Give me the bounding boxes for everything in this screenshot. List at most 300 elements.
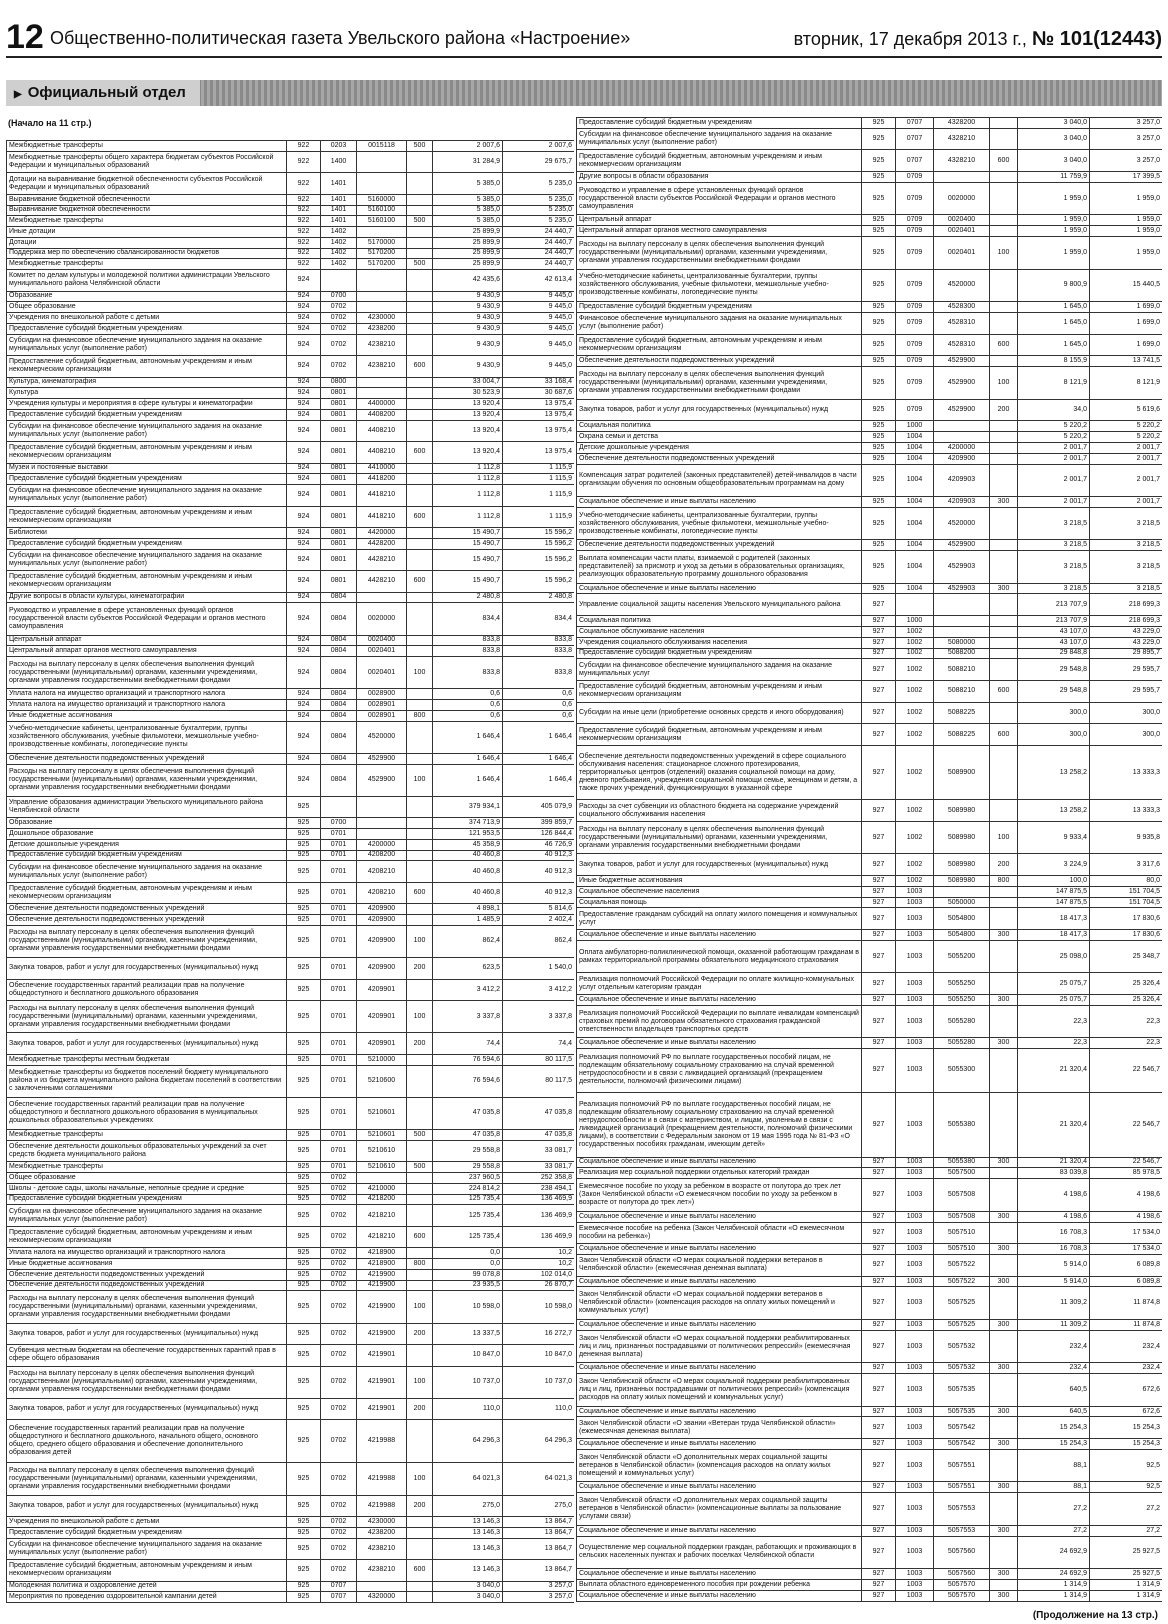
- section-code: 0701: [321, 958, 357, 980]
- amount-year-1: 16 708,3: [1018, 1222, 1090, 1244]
- target-article-code: 5088225: [934, 702, 990, 724]
- target-article-code: 5170200: [357, 259, 407, 270]
- row-name: Социальное обеспечение и иные выплаты населению: [577, 995, 862, 1006]
- continued-on-note: (Продолжение на 13 стр.): [1032, 1610, 1158, 1621]
- expense-type-code: [990, 464, 1018, 496]
- ministry-code: 925: [862, 150, 896, 172]
- amount-year-2: 6 089,8: [1090, 1276, 1163, 1287]
- amount-year-1: 5 385,0: [433, 194, 503, 205]
- ministry-code: 925: [287, 1517, 321, 1528]
- section-code: 1003: [896, 1439, 934, 1450]
- amount-year-2: 3 257,0: [503, 1581, 575, 1592]
- row-name: Уплата налога на имущество организаций и транспортного налога: [7, 1248, 287, 1259]
- expense-type-code: [990, 1536, 1018, 1568]
- amount-year-1: 1 314,9: [1018, 1590, 1090, 1601]
- target-article-code: 4529900: [934, 540, 990, 551]
- target-article-code: 4529900: [357, 753, 407, 764]
- expense-type-code: 100: [407, 1291, 433, 1323]
- table-row: [7, 657, 575, 689]
- table-row: [7, 1054, 575, 1065]
- expense-type-code: 200: [407, 1323, 433, 1345]
- amount-year-2: 5 235,0: [503, 216, 575, 227]
- row-name: Предоставление субсидий бюджетным, автономным учреждениям и иным некоммерческим организациям: [7, 1226, 287, 1248]
- amount-year-2: 15 440,5: [1090, 269, 1163, 301]
- section-code: [321, 796, 357, 818]
- amount-year-1: 88,1: [1018, 1482, 1090, 1493]
- ministry-code: 925: [287, 915, 321, 926]
- table-row: [7, 646, 575, 657]
- table-row: [577, 930, 1163, 941]
- amount-year-1: 88,1: [1018, 1449, 1090, 1481]
- section-code: 0709: [896, 172, 934, 183]
- expense-type-code: 600: [407, 1226, 433, 1248]
- target-article-code: 5089980: [934, 800, 990, 822]
- ministry-code: 927: [862, 1493, 896, 1525]
- amount-year-1: 13 337,5: [433, 1323, 503, 1345]
- amount-year-2: 8 121,9: [1090, 367, 1163, 399]
- expense-type-code: [407, 1592, 433, 1603]
- ministry-code: 925: [287, 1183, 321, 1194]
- table-row: [577, 1439, 1163, 1450]
- row-name: Уплата налога на имущество организаций и транспортного налога: [7, 689, 287, 700]
- amount-year-1: 833,8: [433, 657, 503, 689]
- ministry-code: 925: [862, 128, 896, 150]
- amount-year-1: 3 040,0: [433, 1592, 503, 1603]
- amount-year-2: 9 445,0: [503, 291, 575, 302]
- table-row: [577, 800, 1163, 822]
- expense-type-code: [407, 646, 433, 657]
- amount-year-2: 80,0: [1090, 875, 1163, 886]
- section-code: 1004: [896, 540, 934, 551]
- row-name: Иные дотации: [7, 227, 287, 238]
- expense-type-code: [407, 1420, 433, 1463]
- target-article-code: 5057542: [934, 1417, 990, 1439]
- amount-year-1: 2 001,7: [1018, 496, 1090, 507]
- expense-type-code: [990, 746, 1018, 800]
- amount-year-2: 5 814,6: [503, 904, 575, 915]
- row-name: Закупка товаров, работ и услуг для государственных (муниципальных) нужд: [577, 854, 862, 876]
- table-row: [7, 291, 575, 302]
- table-row: [577, 897, 1163, 908]
- amount-year-2: 1 646,4: [503, 753, 575, 764]
- section-code: 1002: [896, 746, 934, 800]
- amount-year-1: 74,4: [433, 1033, 503, 1055]
- expense-type-code: [407, 818, 433, 829]
- target-article-code: 4408210: [357, 420, 407, 442]
- section-code: 1002: [896, 637, 934, 648]
- ministry-code: 925: [287, 925, 321, 957]
- expense-type-code: [407, 796, 433, 818]
- expense-type-code: [407, 1280, 433, 1291]
- amount-year-2: 13 333,3: [1090, 800, 1163, 822]
- amount-year-1: 25 899,9: [433, 227, 503, 238]
- amount-year-1: 5 220,2: [1018, 432, 1090, 443]
- row-name: Субсидии на финансовое обеспечение муниципального задания на оказание муниципальных услуг (выполнение работ): [7, 549, 287, 571]
- amount-year-2: 26 870,7: [503, 1280, 575, 1291]
- amount-year-1: 232,4: [1018, 1330, 1090, 1362]
- row-name: Выплата компенсации части платы, взимаемой с родителей (законных представителей) за присмотр и уход за детьми в образовательных организациях, реализующих образовательную программу дошкольного образования: [577, 551, 862, 583]
- amount-year-1: 13 146,3: [433, 1538, 503, 1560]
- table-row: [7, 1420, 575, 1463]
- target-article-code: 4528300: [934, 302, 990, 313]
- amount-year-1: 25 075,7: [1018, 995, 1090, 1006]
- target-article-code: 5057510: [934, 1244, 990, 1255]
- expense-type-code: 600: [407, 1560, 433, 1582]
- row-name: Социальное обеспечение и иные выплаты населению: [577, 1211, 862, 1222]
- amount-year-2: 2 001,7: [1090, 442, 1163, 453]
- expense-type-code: 500: [407, 1162, 433, 1173]
- row-name: Социальная помощь: [577, 897, 862, 908]
- table-row: [577, 421, 1163, 432]
- section-code: 1003: [896, 1449, 934, 1481]
- amount-year-1: 5 385,0: [433, 205, 503, 216]
- ministry-code: 927: [862, 1287, 896, 1319]
- amount-year-2: 27,2: [1090, 1493, 1163, 1525]
- section-code: 0701: [321, 1065, 357, 1097]
- amount-year-2: 24 440,7: [503, 248, 575, 259]
- ministry-code: 927: [862, 995, 896, 1006]
- expense-type-code: [990, 1255, 1018, 1277]
- amount-year-2: 43 229,0: [1090, 626, 1163, 637]
- amount-year-2: 405 079,9: [503, 796, 575, 818]
- section-code: 0701: [321, 1097, 357, 1129]
- amount-year-2: 136 469,9: [503, 1226, 575, 1248]
- amount-year-1: 5 220,2: [1018, 421, 1090, 432]
- target-article-code: 4209900: [934, 453, 990, 464]
- ministry-code: 927: [862, 940, 896, 972]
- row-name: Межбюджетные трансферты: [7, 259, 287, 270]
- ministry-code: 925: [862, 464, 896, 496]
- row-name: Уплата налога на имущество организаций и транспортного налога: [7, 700, 287, 711]
- ministry-code: 927: [862, 1569, 896, 1580]
- amount-year-2: 22,3: [1090, 1038, 1163, 1049]
- row-name: Обеспечение государственных гарантий реализации прав на получение общедоступного и бесплатного дошкольного, начального общего, основного общего, среднего общего образования и обеспечение дополнительного образования детей: [7, 1420, 287, 1463]
- table-row: [7, 313, 575, 324]
- ministry-code: 927: [862, 875, 896, 886]
- amount-year-2: 15 254,3: [1090, 1439, 1163, 1450]
- expense-type-code: 800: [407, 1259, 433, 1270]
- table-row: [7, 721, 575, 753]
- table-row: [577, 908, 1163, 930]
- target-article-code: 4219900: [357, 1280, 407, 1291]
- ministry-code: 927: [862, 1330, 896, 1362]
- row-name: Расходы на выплату персоналу в целях обеспечения выполнения функций государственными (муниципальными) органами, казенными учреждениями, органами управления государственными внебюджетными фондами: [577, 237, 862, 269]
- amount-year-1: 121 953,5: [433, 829, 503, 840]
- table-row: [7, 323, 575, 334]
- section-code: 1003: [896, 1287, 934, 1319]
- amount-year-1: 8 121,9: [1018, 367, 1090, 399]
- expense-type-code: [990, 1579, 1018, 1590]
- amount-year-2: 13 741,5: [1090, 356, 1163, 367]
- amount-year-2: 13 864,7: [503, 1538, 575, 1560]
- section-code: 0702: [321, 313, 357, 324]
- amount-year-2: 3 218,5: [1090, 551, 1163, 583]
- expense-type-code: 300: [990, 1363, 1018, 1374]
- amount-year-1: 3 040,0: [1018, 150, 1090, 172]
- target-article-code: 4418200: [357, 474, 407, 485]
- row-name: Центральный аппарат: [7, 635, 287, 646]
- amount-year-1: 2 001,7: [1018, 464, 1090, 496]
- section-code: 1401: [321, 205, 357, 216]
- section-code: 1003: [896, 973, 934, 995]
- table-row: [7, 388, 575, 399]
- amount-year-2: 9 445,0: [503, 323, 575, 334]
- ministry-code: 924: [287, 356, 321, 378]
- amount-year-2: 2 001,7: [1090, 496, 1163, 507]
- amount-year-2: 24 440,7: [503, 259, 575, 270]
- table-row: [7, 1183, 575, 1194]
- expense-type-code: [990, 269, 1018, 301]
- target-article-code: 4529900: [934, 367, 990, 399]
- expense-type-code: [990, 215, 1018, 226]
- ministry-code: 924: [287, 291, 321, 302]
- amount-year-1: 13 920,4: [433, 420, 503, 442]
- row-name: Культура: [7, 388, 287, 399]
- section-code: 1002: [896, 724, 934, 746]
- row-name: Социальное обеспечение и иные выплаты населению: [577, 1244, 862, 1255]
- expense-type-code: [990, 507, 1018, 539]
- amount-year-2: 2 480,8: [503, 592, 575, 603]
- table-row: [577, 432, 1163, 443]
- table-row: [7, 592, 575, 603]
- expense-type-code: [407, 291, 433, 302]
- target-article-code: 0028901: [357, 710, 407, 721]
- target-article-code: [357, 291, 407, 302]
- section-code: 0709: [896, 182, 934, 214]
- expense-type-code: [407, 194, 433, 205]
- table-row: [577, 496, 1163, 507]
- section-code: 0804: [321, 689, 357, 700]
- expense-type-code: [990, 356, 1018, 367]
- expense-type-code: 200: [407, 1495, 433, 1517]
- amount-year-1: 11 309,2: [1018, 1319, 1090, 1330]
- ministry-code: 922: [287, 173, 321, 195]
- expense-type-code: [990, 908, 1018, 930]
- row-name: Закон Челябинской области «О мерах социальной поддержки реабилитированных лиц и лиц, признанных пострадавшими от политических репрессий» (ежемесячная денежная выплата): [577, 1330, 862, 1362]
- target-article-code: 4418210: [357, 506, 407, 528]
- target-article-code: [357, 302, 407, 313]
- row-name: Закон Челябинской области «О звании «Ветеран труда Челябинской области» (ежемесячная денежная выплата): [577, 1417, 862, 1439]
- row-name: Иные бюджетные ассигнования: [7, 710, 287, 721]
- target-article-code: 4520000: [934, 269, 990, 301]
- table-row: [7, 1205, 575, 1227]
- section-code: 0804: [321, 753, 357, 764]
- row-name: Социальное обеспечение и иные выплаты населению: [577, 1319, 862, 1330]
- table-row: [7, 1001, 575, 1033]
- section-code: 1002: [896, 648, 934, 659]
- amount-year-1: 21 320,4: [1018, 1092, 1090, 1157]
- ministry-code: 927: [862, 800, 896, 822]
- row-name: Учебно-методические кабинеты, централизованные бухгалтерии, группы хозяйственного обслуживания, учебные фильмотеки, межшкольные учебно-производственные комбинаты, логопедические пункты: [577, 269, 862, 301]
- amount-year-1: 3 412,2: [433, 979, 503, 1001]
- expense-type-code: 500: [407, 141, 433, 152]
- amount-year-1: 125 735,4: [433, 1194, 503, 1205]
- row-name: Оплата амбулаторно-поликлинической помощи, оказанной работающим гражданам в рамках территориальной программы обязательного медицинского страхования: [577, 940, 862, 972]
- amount-year-2: 47 035,8: [503, 1097, 575, 1129]
- table-row: [577, 1417, 1163, 1439]
- expense-type-code: 100: [407, 1001, 433, 1033]
- ministry-code: 927: [862, 1406, 896, 1417]
- section-code: 0801: [321, 420, 357, 442]
- expense-type-code: [407, 1065, 433, 1097]
- table-row: [577, 312, 1163, 334]
- expense-type-code: [407, 485, 433, 507]
- amount-year-1: 3 040,0: [1018, 118, 1090, 129]
- target-article-code: 5055300: [934, 1049, 990, 1092]
- amount-year-2: 5 235,0: [503, 173, 575, 195]
- amount-year-2: 22 546,7: [1090, 1049, 1163, 1092]
- amount-year-1: 833,8: [433, 646, 503, 657]
- amount-year-2: 80 117,5: [503, 1054, 575, 1065]
- expense-type-code: [407, 635, 433, 646]
- ministry-code: 927: [862, 1244, 896, 1255]
- table-row: [7, 216, 575, 227]
- table-row: [7, 689, 575, 700]
- ministry-code: 925: [287, 839, 321, 850]
- section-code: 1004: [896, 453, 934, 464]
- row-name: Обеспечение деятельности подведомственных учреждений: [577, 540, 862, 551]
- amount-year-2: 11 874,8: [1090, 1287, 1163, 1319]
- table-row: [577, 583, 1163, 594]
- amount-year-1: 29 558,8: [433, 1140, 503, 1162]
- target-article-code: 4328200: [934, 118, 990, 129]
- section-code: 0804: [321, 710, 357, 721]
- row-name: Субсидии на финансовое обеспечение муниципального задания на оказание муниципальных услуг (выполнение работ): [7, 1205, 287, 1227]
- table-row: [577, 226, 1163, 237]
- expense-type-code: [990, 432, 1018, 443]
- amount-year-2: 22 546,7: [1090, 1092, 1163, 1157]
- amount-year-1: 22,3: [1018, 1038, 1090, 1049]
- section-code: 0804: [321, 646, 357, 657]
- row-name: Субсидии на финансовое обеспечение муниципального задания на оказание муниципальных услуг (выполнение работ): [7, 1538, 287, 1560]
- ministry-code: 925: [862, 540, 896, 551]
- ministry-code: 927: [862, 648, 896, 659]
- section-code: 1004: [896, 442, 934, 453]
- amount-year-2: 25 326,4: [1090, 973, 1163, 995]
- row-name: Социальное обеспечение населения: [577, 886, 862, 897]
- section-code: 1402: [321, 248, 357, 259]
- table-row: [577, 940, 1163, 972]
- target-article-code: 5055250: [934, 995, 990, 1006]
- ministry-code: 925: [287, 1194, 321, 1205]
- expense-type-code: [407, 474, 433, 485]
- row-name: Социальное обеспечение и иные выплаты населению: [577, 1482, 862, 1493]
- section-code: 0709: [896, 399, 934, 421]
- amount-year-1: 640,5: [1018, 1374, 1090, 1406]
- row-name: Образование: [7, 818, 287, 829]
- expense-type-code: [407, 388, 433, 399]
- row-name: Закупка товаров, работ и услуг для государственных (муниципальных) нужд: [7, 1398, 287, 1420]
- ministry-code: 922: [287, 237, 321, 248]
- table-row: [7, 1173, 575, 1184]
- amount-year-2: 15 596,2: [503, 538, 575, 549]
- target-article-code: 5057522: [934, 1276, 990, 1287]
- target-article-code: [357, 377, 407, 388]
- amount-year-1: 31 284,9: [433, 151, 503, 173]
- amount-year-2: 834,4: [503, 603, 575, 635]
- table-row: [577, 702, 1163, 724]
- ministry-code: 927: [862, 854, 896, 876]
- amount-year-2: 1 115,9: [503, 463, 575, 474]
- target-article-code: 4219988: [357, 1463, 407, 1495]
- amount-year-2: 300,0: [1090, 702, 1163, 724]
- expense-type-code: [990, 616, 1018, 627]
- amount-year-1: 10 598,0: [433, 1291, 503, 1323]
- table-row: [7, 1226, 575, 1248]
- expense-type-code: 300: [990, 496, 1018, 507]
- ministry-code: 925: [862, 226, 896, 237]
- table-row: [577, 594, 1163, 616]
- row-name: Социальное обеспечение и иные выплаты населению: [577, 1276, 862, 1287]
- row-name: Финансовое обеспечение муниципального задания на оказание муниципальных услуг (выполнение работ): [577, 312, 862, 334]
- amount-year-1: 11 309,2: [1018, 1287, 1090, 1319]
- row-name: Социальное обеспечение и иные выплаты населению: [577, 1363, 862, 1374]
- ministry-code: 924: [287, 700, 321, 711]
- expense-type-code: 100: [407, 1463, 433, 1495]
- table-row: [7, 1463, 575, 1495]
- section-code: 1402: [321, 259, 357, 270]
- ministry-code: 925: [287, 1398, 321, 1420]
- amount-year-1: 213 707,9: [1018, 616, 1090, 627]
- amount-year-1: 2 001,7: [1018, 453, 1090, 464]
- target-article-code: 5055250: [934, 973, 990, 995]
- section-code: 0702: [321, 1173, 357, 1184]
- section-code: 1401: [321, 216, 357, 227]
- table-row: [577, 1525, 1163, 1536]
- target-article-code: 4328210: [934, 150, 990, 172]
- section-code: 1003: [896, 1406, 934, 1417]
- expense-type-code: 100: [407, 764, 433, 796]
- table-row: [7, 1560, 575, 1582]
- expense-type-code: [990, 648, 1018, 659]
- target-article-code: 0020401: [357, 646, 407, 657]
- amount-year-1: 40 460,8: [433, 850, 503, 861]
- section-code: 0801: [321, 538, 357, 549]
- expense-type-code: [990, 118, 1018, 129]
- amount-year-2: 5 235,0: [503, 194, 575, 205]
- amount-year-2: 15 596,2: [503, 549, 575, 571]
- amount-year-2: 1 540,0: [503, 958, 575, 980]
- section-code: 0707: [896, 118, 934, 129]
- row-name: Выравнивание бюджетной обеспеченности: [7, 205, 287, 216]
- amount-year-1: 379 934,1: [433, 796, 503, 818]
- amount-year-1: 2 007,6: [433, 141, 503, 152]
- section-code: 1003: [896, 886, 934, 897]
- amount-year-1: 1 959,0: [1018, 226, 1090, 237]
- amount-year-1: 3 218,5: [1018, 540, 1090, 551]
- target-article-code: [357, 1173, 407, 1184]
- amount-year-2: 300,0: [1090, 724, 1163, 746]
- expense-type-code: [990, 659, 1018, 681]
- row-name: Социальное обеспечение и иные выплаты населению: [577, 1157, 862, 1168]
- section-code: 0702: [321, 1463, 357, 1495]
- ministry-code: 925: [862, 172, 896, 183]
- table-row: [7, 205, 575, 216]
- section-code: 0801: [321, 474, 357, 485]
- amount-year-1: 1 485,9: [433, 915, 503, 926]
- section-code: 0709: [896, 356, 934, 367]
- row-name: Ежемесячное пособие по уходу за ребенком в возрасте от полутора до трех лет (Закон Челябинской области «О ежемесячном пособии по уходу за ребенком в возрасте от полутора до трех лет»): [577, 1179, 862, 1211]
- row-name: Обеспечение государственных гарантий реализации прав на получение общедоступного и бесплатного дошкольного образования: [7, 979, 287, 1001]
- section-code: 1002: [896, 821, 934, 853]
- amount-year-2: 10 598,0: [503, 1291, 575, 1323]
- row-name: Межбюджетные трансферты: [7, 1162, 287, 1173]
- table-row: [577, 1374, 1163, 1406]
- row-name: Мероприятия по проведению оздоровительной кампании детей: [7, 1592, 287, 1603]
- amount-year-2: 232,4: [1090, 1363, 1163, 1374]
- table-row: [7, 1323, 575, 1345]
- amount-year-2: 2 001,7: [1090, 453, 1163, 464]
